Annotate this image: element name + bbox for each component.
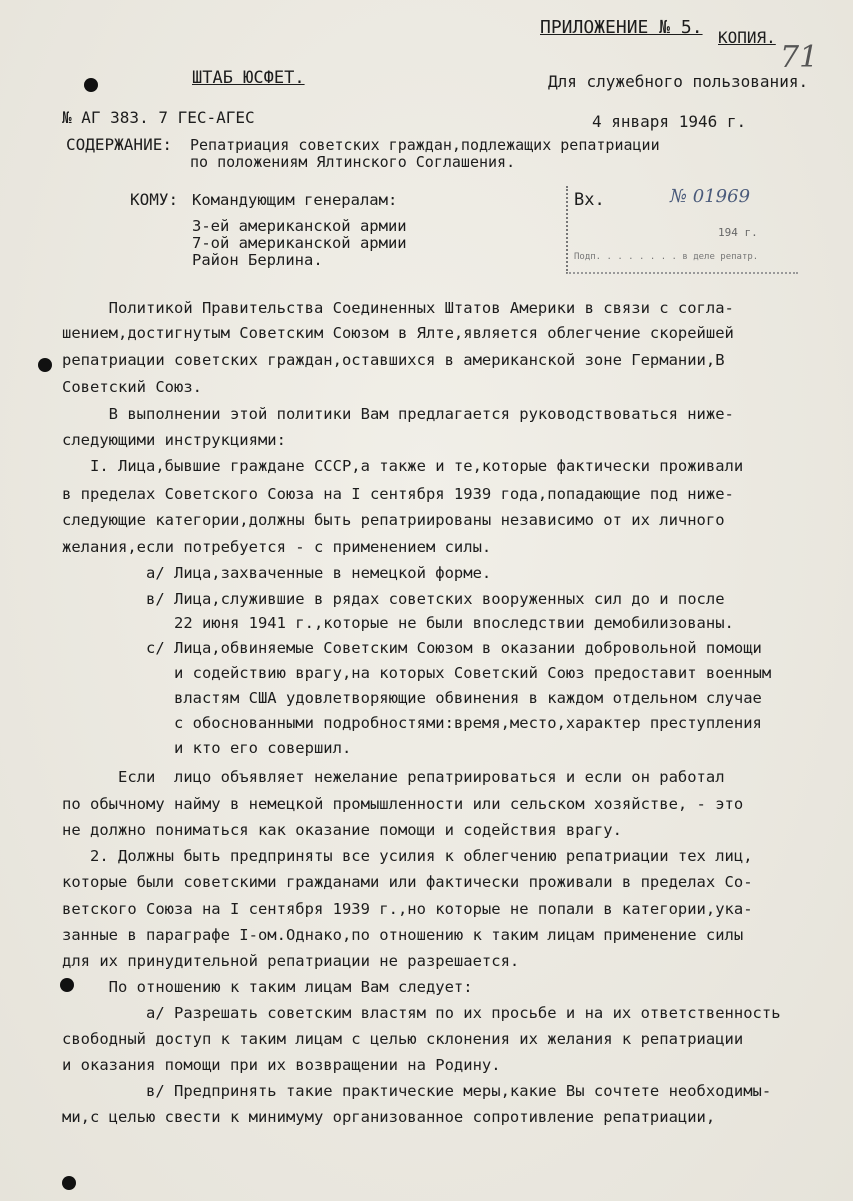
incoming-stamp <box>566 186 798 274</box>
subject-label: СОДЕРЖАНИЕ: <box>66 135 172 154</box>
body-line: По отношению к таким лицам Вам следует: <box>62 978 473 996</box>
punch-hole <box>84 78 98 92</box>
addressee-label: КОМУ: <box>130 190 179 209</box>
body-line: а/ Лица,захваченные в немецкой форме. <box>62 564 492 582</box>
hq-title: ШТАБ ЮСФЕТ. <box>192 68 305 88</box>
body-line: для их принудительной репатриации не разрешается. <box>62 952 520 970</box>
body-line: 2. Должны быть предприняты все усилия к облегчению репатриации тех лиц, <box>62 847 753 865</box>
body-line: 22 июня 1941 г.,которые не были впоследствии демобилизованы. <box>62 614 734 632</box>
appendix-label: ПРИЛОЖЕНИЕ № 5. <box>540 17 703 38</box>
subject-line: Репатриация советских граждан,подлежащих репатриации <box>190 136 660 154</box>
body-line: В выполнении этой политики Вам предлагается руководствоваться ниже- <box>62 405 734 423</box>
body-line: ми,с целью свести к минимуму организованное сопротивление репатриации, <box>62 1108 716 1126</box>
body-line: властям США удовлетворяющие обвинения в каждом отдельном случае <box>62 689 762 707</box>
punch-hole <box>62 1176 76 1190</box>
classification-label: Для служебного пользования. <box>548 72 809 91</box>
body-line: репатриации советских граждан,оставшихся в американской зоне Германии,В <box>62 351 725 369</box>
addressee-line: 7-ой американской армии <box>192 234 407 252</box>
copy-label: КОПИЯ. <box>718 28 776 47</box>
body-line: и содействию врагу,на которых Советский Союз предоставит военным <box>62 664 772 682</box>
body-line: по обычному найму в немецкой промышленности или сельском хозяйстве, - это <box>62 795 744 813</box>
body-line: в пределах Советского Союза на I сентября 1939 года,попадающие под ниже- <box>62 485 734 503</box>
body-line: с/ Лица,обвиняемые Советским Союзом в оказании добровольной помощи <box>62 639 762 657</box>
stamp-year: 194 г. <box>718 226 758 239</box>
body-line: желания,если потребуется - с применением силы. <box>62 538 492 556</box>
subject-line: по положениям Ялтинского Соглашения. <box>190 153 516 171</box>
body-line: не должно пониматься как оказание помощи и содействия врагу. <box>62 821 622 839</box>
body-line: следующими инструкциями: <box>62 431 286 449</box>
body-line: Если лицо объявляет нежелание репатриироваться и если он работал <box>62 768 725 786</box>
stamp-footer: Подп. . . . . . . . в деле репатр. <box>574 252 759 262</box>
body-line: и оказания помощи при их возвращении на Родину. <box>62 1056 501 1074</box>
body-line: следующие категории,должны быть репатриированы независимо от их личного <box>62 511 725 529</box>
addressee-line: Район Берлина. <box>192 251 323 269</box>
sheet-number: 71 <box>780 40 819 75</box>
addressee-line: Командующим генералам: <box>192 191 398 209</box>
stamp-number: № 01969 <box>670 186 751 207</box>
stamp-incoming-label: Вх. <box>574 190 605 210</box>
body-line: Политикой Правительства Соединенных Штатов Америки в связи с согла- <box>62 299 734 317</box>
reference-number: № АГ 383. 7 ГЕС-АГЕС <box>62 108 255 127</box>
body-line: а/ Разрешать советским властям по их просьбе и на их ответственность <box>62 1004 781 1022</box>
body-line: I. Лица,бывшие граждане СССР,а также и те,которые фактически проживали <box>62 457 744 475</box>
body-line: занные в параграфе I-ом.Однако,по отношению к таким лицам применение силы <box>62 926 744 944</box>
body-line: в/ Лица,служившие в рядах советских вооруженных сил до и после <box>62 590 725 608</box>
body-line: в/ Предпринять такие практические меры,какие Вы сочтете необходимы- <box>62 1082 772 1100</box>
body-line: и кто его совершил. <box>62 739 352 757</box>
body-line: свободный доступ к таким лицам с целью склонения их желания к репатриации <box>62 1030 744 1048</box>
body-line: шением,достигнутым Советским Союзом в Ялте,является облегчение скорейшей <box>62 324 734 342</box>
body-line: которые были советскими гражданами или фактически проживали в пределах Со- <box>62 873 753 891</box>
punch-hole <box>38 358 52 372</box>
document-date: 4 января 1946 г. <box>592 112 747 131</box>
body-line: ветского Союза на I сентября 1939 г.,но которые не попали в категории,ука- <box>62 900 753 918</box>
body-line: Советский Союз. <box>62 378 202 396</box>
body-line: с обоснованными подробностями:время,место,характер преступления <box>62 714 762 732</box>
addressee-line: 3-ей американской армии <box>192 217 407 235</box>
